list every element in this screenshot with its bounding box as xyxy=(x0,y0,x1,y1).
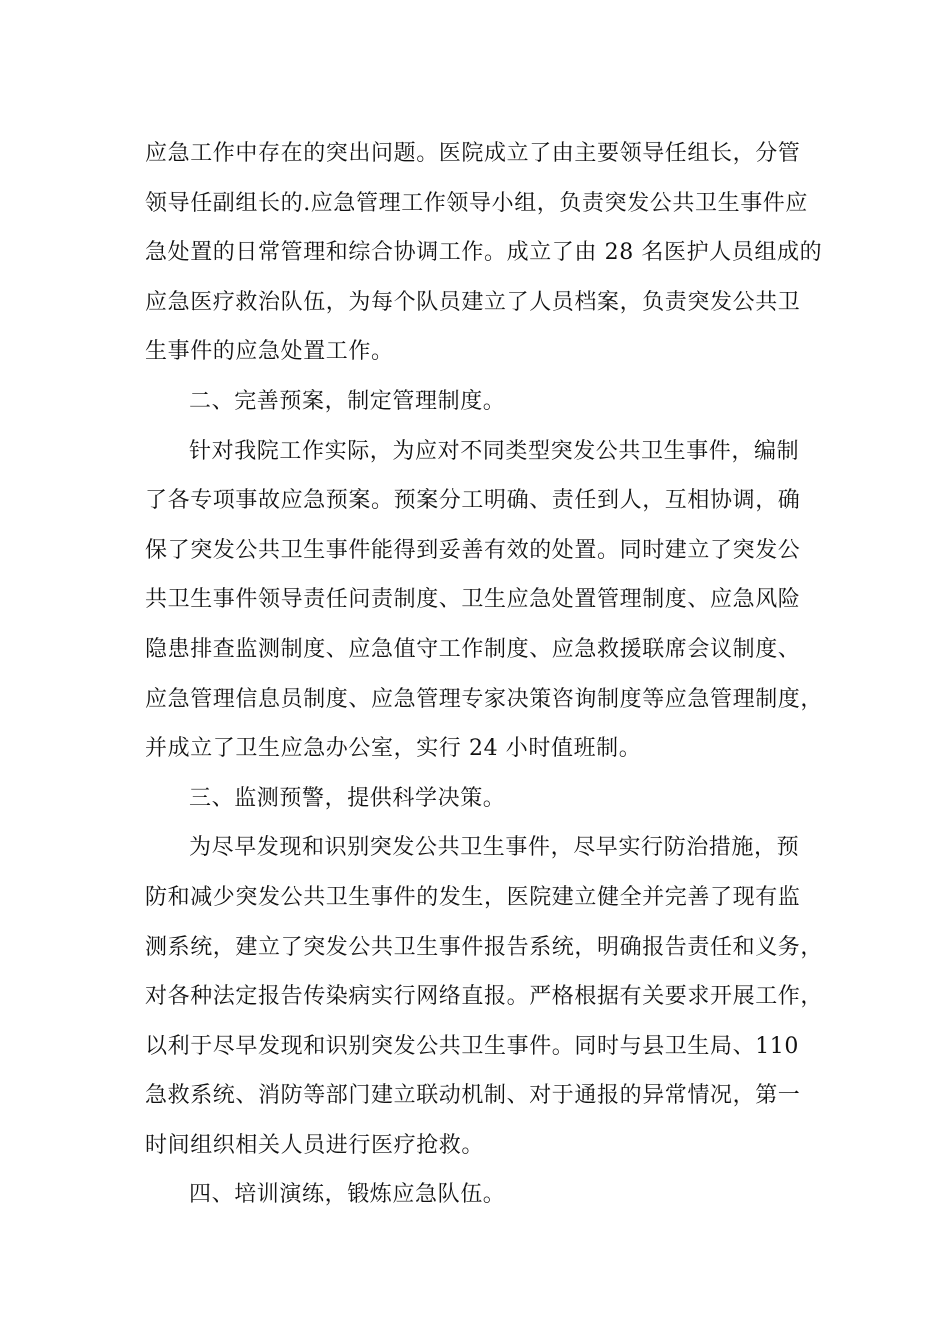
section-heading-3 xyxy=(145,774,825,824)
document-body xyxy=(145,129,825,1220)
text-line: 时间组织相关人员进行医疗抢救。 xyxy=(145,1132,485,1158)
text-line: 以利于尽早发现和识别突发公共卫生事件。同时与县卫生局、110 xyxy=(145,1033,799,1059)
text-line: 急处置的日常管理和综合协调工作。成立了由 28 名医护人员组成的 xyxy=(145,240,823,266)
text-line: 了各专项事故应急预案。预案分工明确、责任到人，互相协调，确 xyxy=(145,488,801,514)
text-line: 针对我院工作实际，为应对不同类型突发公共卫生事件，编制 xyxy=(189,438,800,464)
heading-text: 三、监测预警，提供科学决策。 xyxy=(189,785,506,811)
text-line: 共卫生事件领导责任问责制度、卫生应急处置管理制度、应急风险 xyxy=(145,587,801,613)
text-line: 领导任副组长的.应急管理工作领导小组，负责突发公共卫生事件应 xyxy=(145,190,808,216)
text-line: 应急管理信息员制度、应急管理专家决策咨询制度等应急管理制度， xyxy=(145,686,824,712)
text-line: 测系统，建立了突发公共卫生事件报告系统，明确报告责任和义务， xyxy=(145,934,824,960)
paragraph-section-3 xyxy=(145,823,825,1170)
text-line: 急救系统、消防等部门建立联动机制、对于通报的异常情况，第一 xyxy=(145,1083,801,1109)
heading-text: 二、完善预案，制定管理制度。 xyxy=(189,388,506,414)
text-line: 为尽早发现和识别突发公共卫生事件，尽早实行防治措施，预 xyxy=(189,835,800,861)
text-line: 防和减少突发公共卫生事件的发生，医院建立健全并完善了现有监 xyxy=(145,884,801,910)
text-line: 并成立了卫生应急办公室，实行 24 小时值班制。 xyxy=(145,736,642,762)
paragraph-intro-continued xyxy=(145,129,825,377)
section-heading-4 xyxy=(145,1170,825,1220)
text-line: 隐患排查监测制度、应急值守工作制度、应急救援联席会议制度、 xyxy=(145,636,801,662)
text-line: 应急工作中存在的突出问题。医院成立了由主要领导任组长，分管 xyxy=(145,141,801,166)
text-line: 对各种法定报告传染病实行网络直报。严格根据有关要求开展工作， xyxy=(145,984,824,1010)
text-line: 生事件的应急处置工作。 xyxy=(145,339,394,365)
heading-text: 四、培训演练，锻炼应急队伍。 xyxy=(189,1182,506,1208)
paragraph-section-2 xyxy=(145,427,825,774)
section-heading-2 xyxy=(145,377,825,427)
text-line: 应急医疗救治队伍，为每个队员建立了人员档案，负责突发公共卫 xyxy=(145,289,801,315)
text-line: 保了突发公共卫生事件能得到妥善有效的处置。同时建立了突发公 xyxy=(145,537,801,563)
